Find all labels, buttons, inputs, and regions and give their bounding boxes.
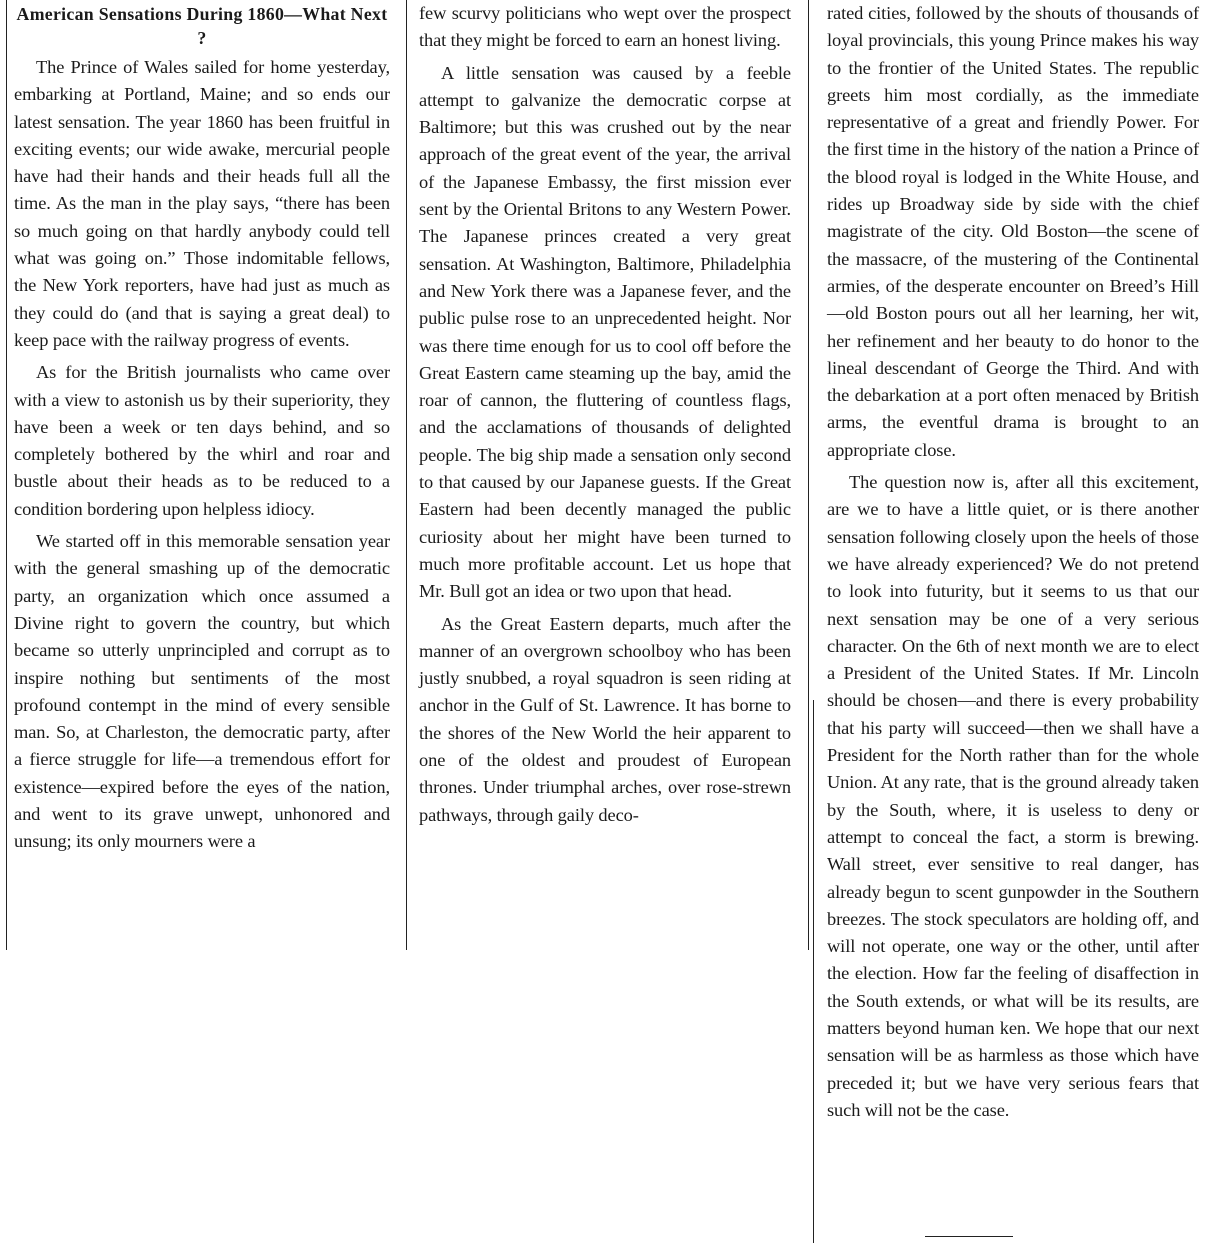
column-3 [827, 0, 1199, 1129]
column-rule-2 [808, 0, 809, 950]
article-headline: American Sensations During 1860—What Next ? [16, 4, 388, 48]
paragraph: The Prince of Wales sailed for home yesterday, embarking at Portland, Maine; and so ends our latest sensation. The year 1860 has been fruitful in exciting events; our wide awake, mercurial people have had their hands and their heads full all the time. As the man in the play says, “there has been so much going on that hardly anybody could tell what was going on.” Those indomitable fellows, the New York reporters, have had just as much as they could do (and that is saying a great deal) to keep pace with the railway progress of events. [14, 57, 390, 350]
column-rule-left [6, 0, 7, 950]
paragraph: As the Great Eastern departs, much after the manner of an overgrown schoolboy who has been justly snubbed, a royal squadron is seen riding at anchor in the Gulf of St. Lawrence. It has borne to the shores of the New World the heir apparent to one of the oldest and proudest of European thrones. Under triumphal arches, over rose-strewn pathways, through gaily deco- [419, 613, 791, 825]
paragraph: The question now is, after all this excitement, are we to have a little quiet, or is there another sensation following closely upon the heels of those we have already experienced? We do not pretend to look into futurity, but it seems to us that our next sensation may be one of a very serious character. On the 6th of next month we are to elect a President of the United States. If Mr. Lincoln should be chosen—and there is every probability that his party will succeed—then we shall have a President for the North rather than for the whole Union. At any rate, that is the ground already taken by the South, where, it is useless to deny or attempt to conceal the fact, a storm is brewing. Wall street, ever sensitive to real danger, has already begun to scent gunpowder in the Southern breezes. The stock speculators are holding off, and will not operate, one way or the other, until after the election. How far the feeling of disaffection in the South extends, or what will be its results, are matters beyond human ken. We hope that our next sensation will be as harmless as those which have preceded it; but we have very serious fears that such will not be the case. [827, 472, 1199, 1120]
column-rule-1 [406, 0, 407, 950]
column-2 [419, 0, 791, 834]
paragraph-continued: rated cities, followed by the shouts of thousands of loyal provincials, this young Prince makes his way to the frontier of the United States. The republic greets him most cordially, as the immediate representative of a great and friendly Power. For the first time in the history of the nation a Prince of the blood royal is lodged in the White House, and rides up Broadway side by side with the chief magistrate of the city. Old Boston—the scene of the massacre, of the mustering of the Continental armies, of the desperate encounter on Breed’s Hill—old Boston pours out all her learning, her wit, her refinement and her beauty to do honor to the lineal descendant of George the Third. And with the debarkation at a port often menaced by British arms, the eventful drama is brought to an appropriate close. [827, 3, 1199, 460]
column-1 [14, 0, 390, 861]
article-end-rule [925, 1236, 1013, 1237]
paragraph: A little sensation was caused by a feeble attempt to galvanize the democratic corpse at Baltimore; but this was crushed out by the near approach of the great event of the year, the arrival of the Japanese Embassy, the first mission ever sent by the Oriental Britons to any Western Power. The Japanese princes created a very great sensation. At Washington, Baltimore, Philadelphia and New York there was a Japanese fever, and the public pulse rose to an unprecedented height. Nor was there time enough for us to cool off before the Great Eastern came steaming up the bay, amid the roar of cannon, the fluttering of countless flags, and the acclamations of thousands of delighted people. The big ship made a sensation only second to that caused by our Japanese guests. If the Great Eastern had been decently managed the public curiosity about her might have been turned to much more profitable account. Let us hope that Mr. Bull got an idea or two upon that head. [419, 62, 791, 602]
paragraph-continued: few scurvy politicians who wept over the prospect that they might be forced to earn an honest living. [419, 3, 791, 51]
column-rule-3 [813, 700, 814, 1243]
paragraph: We started off in this memorable sensation year with the general smashing up of the democratic party, an organization which once assumed a Divine right to govern the country, but which became so utterly unprincipled and corrupt as to inspire nothing but sentiments of the most profound contempt in the mind of every sensible man. So, at Charleston, the democratic party, after a fierce struggle for life—a tremendous effort for existence—expired before the eyes of the nation, and went to its grave unwept, unhonored and unsung; its only mourners were a [14, 531, 390, 852]
paragraph: As for the British journalists who came over with a view to astonish us by their superiority, they have been a week or ten days behind, and so completely bothered by the whirl and roar and bustle about their heads as to be reduced to a condition bordering upon helpless idiocy. [14, 362, 390, 519]
